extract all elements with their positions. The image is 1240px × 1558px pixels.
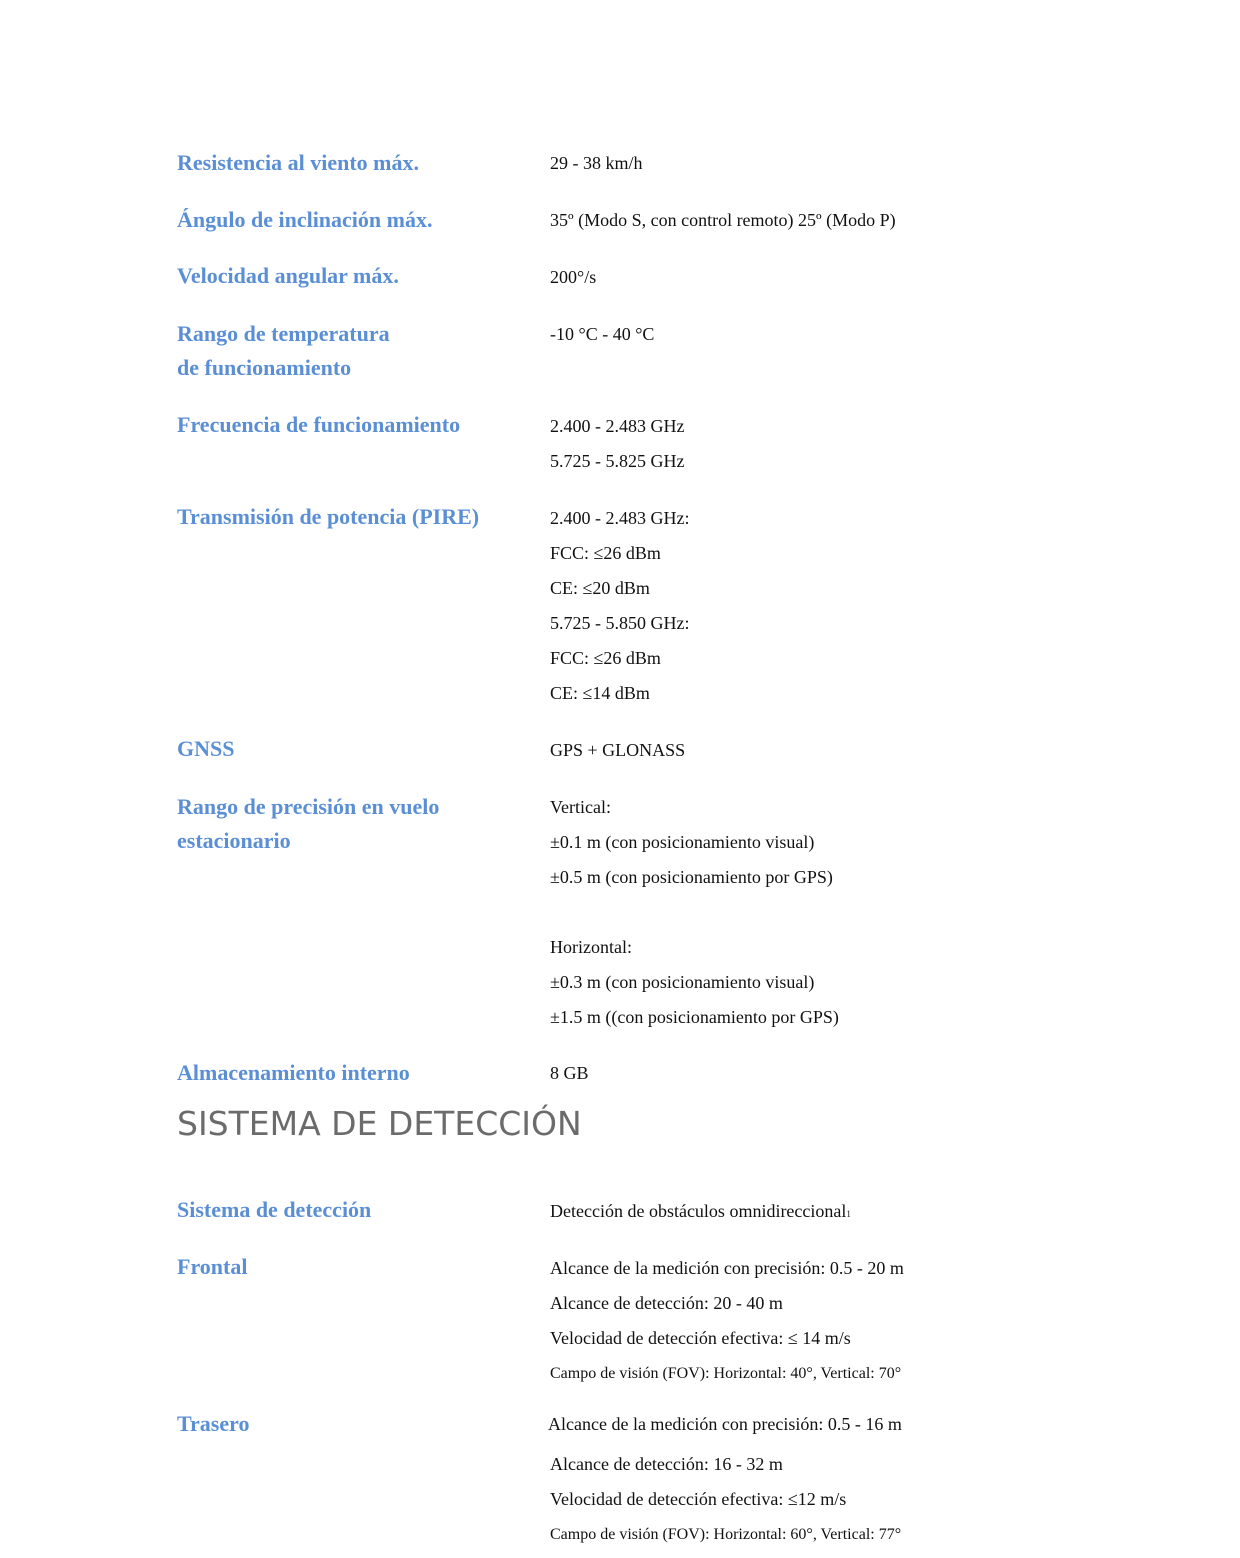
spec-value: ±0.5 m (con posicionamiento por GPS): [550, 867, 833, 887]
spacer: [550, 895, 1190, 930]
section-title: SISTEMA DE DETECCIÓN: [177, 1104, 582, 1143]
spec-label: Sistema de detección: [177, 1197, 372, 1222]
spec-value: 5.725 - 5.850 GHz:: [550, 613, 690, 633]
spec-value: 8 GB: [550, 1063, 589, 1083]
spec-label-line: Rango de temperatura: [177, 321, 390, 346]
spec-values: [550, 1056, 1190, 1091]
spec-value: -10 °C - 40 °C: [550, 324, 655, 344]
spec-label-line: estacionario: [177, 828, 291, 853]
spec-values: [550, 1251, 1190, 1391]
spec-values: [550, 733, 1190, 768]
spec-value: ±0.1 m (con posicionamiento visual): [550, 832, 815, 852]
spec-value: 2.400 - 2.483 GHz:: [550, 508, 690, 528]
spec-value: FCC: ≤26 dBm: [550, 648, 661, 668]
spec-value: Alcance de detección: 16 - 32 m: [550, 1454, 783, 1474]
spec-value: 2.400 - 2.483 GHz: [550, 416, 685, 436]
spec-value: ±0.3 m (con posicionamiento visual): [550, 972, 815, 992]
spec-values: [550, 1194, 1190, 1229]
spec-value: FCC: ≤26 dBm: [550, 543, 661, 563]
spec-value: 35º (Modo S, con control remoto) 25º (Modo P): [550, 210, 896, 230]
spec-label: Velocidad angular máx.: [177, 263, 399, 288]
spec-value: Alcance de detección: 20 - 40 m: [550, 1293, 783, 1313]
spec-value: 29 - 38 km/h: [550, 153, 643, 173]
spec-value: Alcance de la medición con precisión: 0.5 - 20 m: [550, 1258, 904, 1278]
spec-value: Vertical:: [550, 797, 611, 817]
spec-label: [177, 317, 537, 385]
spec-label: Transmisión de potencia (PIRE): [177, 504, 480, 529]
spec-value: 200°/s: [550, 267, 597, 287]
spec-value: [550, 1194, 1190, 1229]
spec-values: [550, 501, 1190, 711]
spec-value: CE: ≤20 dBm: [550, 578, 650, 598]
spec-label-line: de funcionamiento: [177, 355, 352, 380]
spec-value: Campo de visión (FOV): Horizontal: 40°, Vertical: 70°: [550, 1365, 902, 1382]
spec-value: CE: ≤14 dBm: [550, 683, 650, 703]
spec-value: Velocidad de detección efectiva: ≤ 14 m/s: [550, 1328, 851, 1348]
spec-values: [550, 409, 1190, 479]
spec-values: [550, 790, 1190, 1035]
spec-label: Ángulo de inclinación máx.: [177, 207, 433, 232]
spec-value: Horizontal:: [550, 937, 632, 957]
spec-value-text: Detección de obstáculos omnidireccional: [550, 1201, 847, 1221]
spec-values: [550, 317, 1190, 352]
spec-label: Almacenamiento interno: [177, 1060, 410, 1085]
spec-label: Frecuencia de funcionamiento: [177, 412, 461, 437]
spec-value: ±1.5 m ((con posicionamiento por GPS): [550, 1007, 839, 1027]
spec-value: 5.725 - 5.825 GHz: [550, 451, 685, 471]
footnote-marker: 1: [846, 1209, 851, 1219]
spec-label: Trasero: [177, 1411, 250, 1436]
spec-value: GPS + GLONASS: [550, 740, 686, 760]
spec-label: [177, 790, 537, 858]
spec-values: [548, 1407, 1188, 1552]
spec-value: Velocidad de detección efectiva: ≤12 m/s: [550, 1489, 847, 1509]
spec-label: Resistencia al viento máx.: [177, 150, 419, 175]
spec-value: Campo de visión (FOV): Horizontal: 60°, Vertical: 77°: [550, 1526, 902, 1543]
spec-label: GNSS: [177, 736, 235, 761]
spec-label-line: Rango de precisión en vuelo: [177, 794, 440, 819]
spec-values: [550, 203, 1190, 238]
spec-values: [550, 260, 1190, 295]
spec-value: Alcance de la medición con precisión: 0.5 - 16 m: [548, 1414, 902, 1434]
spec-label: Frontal: [177, 1254, 248, 1279]
spec-values: [550, 146, 1190, 181]
